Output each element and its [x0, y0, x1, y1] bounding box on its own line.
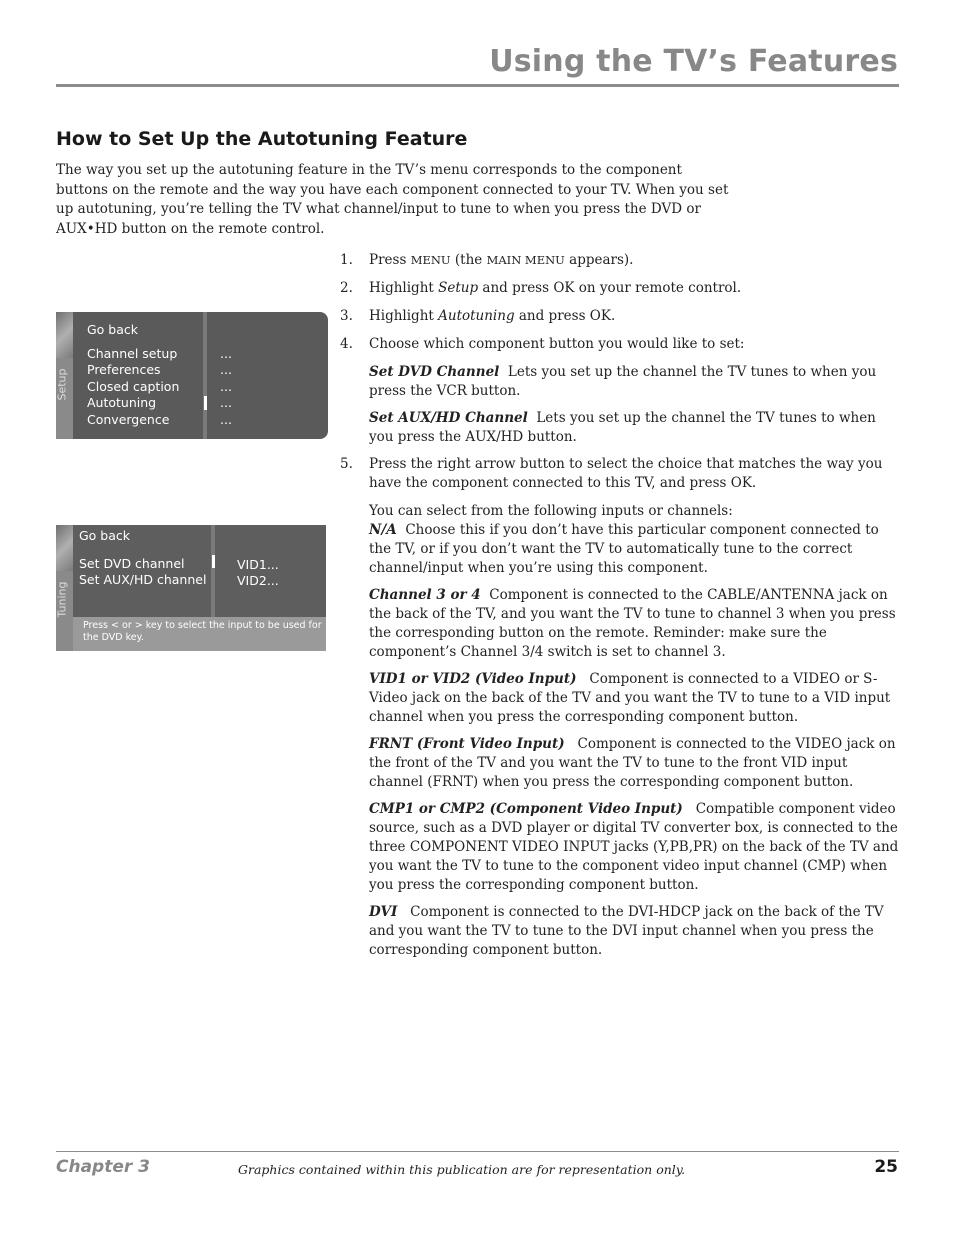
menu-items [87, 346, 179, 428]
input-vid [369, 670, 900, 727]
menu-items [79, 556, 206, 587]
menu-corner-graphic [56, 312, 73, 358]
footer-rule [56, 1151, 899, 1152]
menu-item-ellipses [220, 346, 232, 428]
step-text: (the [450, 252, 487, 268]
step-text: and press OK on your remote control. [478, 280, 742, 296]
menu-go-back: Go back [79, 528, 131, 543]
input-term: DVI [369, 904, 398, 920]
option-text: Lets you set up the channel the TV tunes to when you press the VCR button. [369, 364, 877, 399]
ellipsis: ... [220, 362, 232, 378]
option-term: Set AUX/HD Channel [369, 410, 528, 426]
ellipsis: ... [220, 378, 232, 394]
input-dvi [369, 903, 900, 960]
step-2 [340, 279, 900, 298]
menu-hint-text: Press < or > key to select the input to be used for the DVD key. [83, 620, 322, 643]
input-term: FRNT (Front Video Input) [369, 736, 565, 752]
select-intro: You can select from the following inputs or channels: [369, 503, 733, 519]
menu-divider [211, 525, 215, 617]
header-rule [56, 84, 899, 87]
input-ch34 [369, 586, 900, 662]
input-cmp [369, 800, 900, 895]
option-aux [369, 409, 900, 447]
input-term: CMP1 or CMP2 (Component Video Input) [369, 801, 683, 817]
menu-cursor [212, 555, 215, 568]
menu-side-label: Tuning [55, 581, 69, 618]
menu-corner-graphic [56, 525, 73, 571]
input-term: Channel 3 or 4 [369, 587, 481, 603]
step-text: Autotuning [438, 308, 515, 324]
step-number: 5. [340, 456, 353, 472]
ellipsis: ... [220, 411, 232, 427]
chapter-title: Using the TV’s Features [489, 44, 898, 79]
step-text: Setup [438, 280, 479, 296]
step-text: and press OK. [514, 308, 616, 324]
menu-item: Set AUX/HD channel [79, 571, 207, 587]
input-text: Component is connected to the CABLE/ANTENNA jack on the back of the TV, and you want the TV to tune to channel 3 when you press the corresponding button on the remote. Reminder: make sure the component’s Channel 3/4 switch is set to channel 3. [369, 587, 896, 660]
step-text: Press [369, 252, 411, 268]
menu-values [237, 557, 279, 588]
footer-note: Graphics contained within this publication are for representation only. [238, 1162, 686, 1177]
menu-item: Closed caption [87, 378, 180, 394]
ellipsis: ... [220, 346, 232, 361]
step-number: 1. [340, 252, 353, 268]
step-number: 3. [340, 308, 353, 324]
input-na [369, 521, 900, 578]
menu-cursor [204, 396, 207, 410]
option-text: Lets you set up the channel the TV tunes to when you press the AUX/HD button. [369, 410, 876, 445]
tuning-menu-screenshot [56, 525, 326, 651]
menu-value: VID2... [237, 572, 279, 588]
option-term: Set DVD Channel [369, 364, 500, 380]
option-dvd [369, 363, 900, 401]
menu-divider [203, 312, 207, 439]
input-text: Compatible component video source, such as a DVD player or digital TV converter box, is connected to the three COMPONENT VIDEO INPUT jacks (Y,PB,PR) on the back of the TV and you want the TV to tune to the component video input channel (CMP) when you press the corresponding component button. [369, 801, 899, 893]
step-text: Press the right arrow button to select the choice that matches the way you have the component connected to this TV, and press OK. [369, 456, 883, 491]
step-5 [340, 455, 900, 493]
input-frnt [369, 735, 900, 792]
steps-list [340, 251, 900, 968]
step-number: 4. [340, 336, 353, 352]
step-number: 2. [340, 280, 353, 296]
step-text: Highlight [369, 308, 439, 324]
step-4 [340, 335, 900, 354]
input-text: Choose this if you don’t have this particular component connected to the TV, or if you don’t want the TV to automatically tune to the correct channel/input when you’re using this component. [369, 522, 879, 576]
menu-side-label: Setup [56, 368, 69, 401]
intro-paragraph: The way you set up the autotuning feature in the TV’s menu corresponds to the component buttons on the remote and the way you have each component connected to your TV. When you set up autotuning, you’re telling the TV what channel/input to tune to when you press the DVD or AUX•HD button on the remote control. [56, 162, 729, 237]
step-text: Highlight [369, 280, 439, 296]
ellipsis: ... [220, 395, 232, 411]
setup-menu-screenshot [56, 312, 328, 439]
step-text: appears). [564, 252, 634, 268]
input-term: N/A [369, 522, 397, 538]
section-title: How to Set Up the Autotuning Feature [56, 128, 468, 150]
step-3 [340, 307, 900, 326]
menu-item: Convergence [87, 411, 170, 427]
step-text: Choose which component button you would like to set: [369, 336, 745, 352]
menu-item: Preferences [87, 362, 161, 378]
input-term: VID1 or VID2 (Video Input) [369, 671, 577, 687]
input-text: Component is connected to the VIDEO jack on the front of the TV and you want the TV to tune to the front VID input channel (FRNT) when you press the corresponding component button. [369, 736, 896, 790]
menu-go-back: Go back [87, 322, 139, 337]
footer-chapter: Chapter 3 [56, 1157, 151, 1177]
input-text: Component is connected to a VIDEO or S-Video jack on the back of the TV and you want the TV to tune to a VID input channel when you press the corresponding component button. [369, 671, 891, 725]
step-text: MAIN MENU [486, 253, 565, 267]
menu-value: VID1... [237, 557, 279, 572]
page-number: 25 [874, 1157, 898, 1177]
menu-item: Channel setup [87, 346, 178, 361]
step-text: MENU [410, 253, 451, 267]
step-1 [340, 251, 900, 270]
input-text: Component is connected to the DVI-HDCP jack on the back of the TV and you want the TV to tune to the DVI input channel when you press the corresponding component button. [369, 904, 884, 958]
menu-item-highlighted: Set DVD channel [79, 556, 185, 571]
menu-item-highlighted: Autotuning [87, 395, 157, 411]
